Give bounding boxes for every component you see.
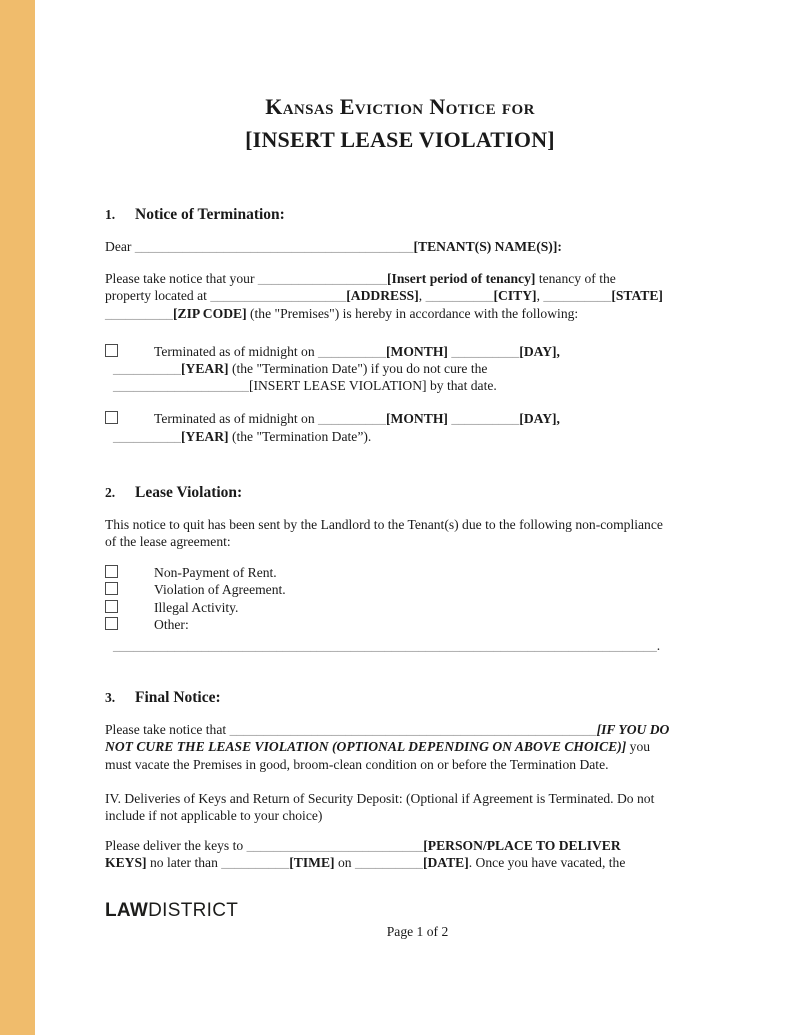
text-line: [105, 854, 765, 871]
text-segment: Terminated as of midnight on: [154, 411, 319, 427]
text-segment: [DATE]: [422, 855, 469, 871]
text-segment: tenancy of the: [535, 271, 616, 287]
text-line: [105, 790, 765, 807]
text-line: [105, 721, 765, 738]
page-footer: [35, 900, 800, 940]
blank-field: __________________________: [246, 838, 424, 854]
section-number: 3.: [105, 690, 116, 706]
blank-field: __________: [354, 855, 423, 871]
text-segment: on: [334, 855, 355, 871]
blank-field: __________: [105, 305, 173, 321]
section-number: 2.: [105, 484, 116, 500]
keys-intro-paragraph: [105, 790, 765, 824]
text-segment: IV. Deliveries of Keys and Return of Security Deposit: (Optional if Agreement is Terminated. Do not: [105, 790, 655, 806]
text-line: [105, 343, 765, 360]
blank-field: ___________________: [257, 271, 388, 287]
text-segment: (the "Termination Date") if you do not cure the: [228, 361, 488, 377]
blank-field: __________: [451, 411, 520, 427]
checkbox[interactable]: [105, 600, 118, 613]
other-blank-line: [105, 637, 765, 654]
text-segment: [YEAR]: [180, 428, 229, 444]
text-segment: [STATE]: [611, 288, 663, 304]
text-segment: Non-Payment of Rent.: [154, 565, 277, 581]
text-segment: of the lease agreement:: [105, 534, 231, 550]
section-heading-lease-violation: [105, 483, 765, 503]
text-segment: [YEAR]: [180, 361, 229, 377]
blank-field: __________: [451, 343, 520, 359]
text-line: [105, 516, 765, 533]
section-title: Final Notice:: [135, 689, 221, 707]
text-line: [105, 305, 765, 322]
blank-field: __________: [113, 428, 181, 444]
section-heading-notice-of-termination: [105, 205, 765, 225]
text-segment: [TIME]: [289, 855, 335, 871]
text-segment: [MONTH]: [386, 411, 448, 427]
text-line: [105, 533, 765, 550]
text-segment: Violation of Agreement.: [154, 582, 286, 598]
logo-district-text: DISTRICT: [148, 900, 239, 921]
lawdistrict-logo: [105, 900, 800, 921]
text-segment: ,: [418, 288, 426, 304]
blank-field: __________: [425, 288, 494, 304]
text-segment: Illegal Activity.: [154, 599, 239, 615]
section-heading-final-notice: [105, 688, 765, 708]
violation-checklist: [105, 564, 765, 633]
text-segment: [Insert period of tenancy]: [387, 271, 536, 287]
text-segment: [INSERT LEASE VIOLATION] by that date.: [248, 378, 497, 394]
text-line: [105, 564, 765, 581]
termination-option-1: [105, 343, 765, 395]
text-line: [105, 238, 765, 255]
text-segment: [PERSON/PLACE TO DELIVER: [423, 838, 621, 854]
logo-law-text: LAW: [105, 900, 149, 921]
text-line: [105, 360, 765, 377]
text-segment: property located at: [105, 288, 211, 304]
text-line: [105, 287, 765, 304]
text-line: [105, 270, 765, 287]
text-segment: include if not applicable to your choice): [105, 808, 323, 824]
text-segment: [IF YOU DO: [596, 722, 670, 738]
text-segment: no later than: [146, 855, 222, 871]
checkbox[interactable]: [105, 344, 118, 357]
blank-field: ____________________: [113, 378, 249, 394]
checkbox[interactable]: [105, 582, 118, 595]
tenancy-paragraph: [105, 270, 765, 322]
text-segment: [MONTH]: [386, 343, 448, 359]
blank-field: ______________________________________________________: [229, 722, 597, 738]
text-segment: [ZIP CODE]: [172, 305, 247, 321]
document-content: [105, 0, 765, 872]
checkbox[interactable]: [105, 411, 118, 424]
text-segment: . Once you have vacated, the: [468, 855, 626, 871]
section-title: Notice of Termination:: [135, 206, 285, 223]
blank-field: __________: [221, 855, 290, 871]
text-line: [105, 637, 765, 654]
checkbox[interactable]: [105, 565, 118, 578]
text-segment: .: [656, 638, 661, 654]
page-number: Page 1 of 2: [386, 924, 449, 939]
text-segment: Please take notice that: [105, 722, 230, 738]
document-title-line2: [INSERT LEASE VIOLATION]: [245, 127, 555, 152]
text-segment: you: [626, 739, 651, 755]
text-line: [105, 738, 765, 755]
text-line: [105, 807, 765, 824]
text-line: [105, 756, 765, 773]
left-accent-stripe: [0, 0, 35, 1035]
document-title: [60, 90, 740, 156]
blank-field: _________________________________________: [134, 239, 414, 254]
lease-violation-paragraph: [105, 516, 765, 550]
blank-field: ____________________: [210, 288, 347, 304]
text-segment: must vacate the Premises in good, broom-clean condition on or before the Termination Date.: [105, 756, 609, 772]
text-segment: ,: [536, 288, 544, 304]
document-title-line1: Kansas Eviction Notice for: [265, 94, 535, 119]
final-notice-paragraph: [105, 721, 765, 773]
blank-field: __________: [318, 343, 386, 359]
text-segment: Terminated as of midnight on: [154, 343, 319, 359]
text-segment: Please deliver the keys to: [105, 838, 247, 854]
blank-field: __________: [113, 361, 181, 377]
text-line: [105, 599, 765, 616]
text-segment: NOT CURE THE LEASE VIOLATION (OPTIONAL DEPENDING ON ABOVE CHOICE)]: [105, 739, 627, 755]
text-line: [105, 377, 765, 394]
text-segment: [DAY],: [519, 411, 560, 427]
text-line: [105, 428, 765, 445]
text-segment: Dear: [105, 239, 135, 254]
dear-line: [105, 238, 765, 255]
text-line: [105, 581, 765, 598]
blank-field: ________________________________________________________________________________: [113, 638, 657, 654]
text-segment: Please take notice that your: [105, 271, 258, 287]
termination-option-2: [105, 410, 765, 444]
section-number: 1.: [105, 207, 116, 222]
text-segment: [TENANT(S) NAME(S)]:: [413, 239, 562, 254]
text-segment: KEYS]: [105, 855, 147, 871]
text-segment: (the "Premises") is hereby in accordance with the following:: [246, 305, 579, 321]
text-line: [105, 837, 765, 854]
blank-field: __________: [543, 288, 612, 304]
text-segment: Other:: [154, 616, 189, 632]
text-line: [105, 616, 765, 633]
text-segment: [CITY]: [493, 288, 537, 304]
text-segment: (the "Termination Date”).: [228, 428, 372, 444]
text-line: [105, 410, 765, 427]
text-segment: [DAY],: [519, 343, 560, 359]
section-title: Lease Violation:: [135, 483, 243, 501]
blank-field: __________: [318, 411, 386, 427]
text-segment: [ADDRESS]: [346, 288, 419, 304]
keys-paragraph: [105, 837, 765, 871]
text-segment: This notice to quit has been sent by the Landlord to the Tenant(s) due to the following non-compliance: [105, 516, 663, 532]
checkbox[interactable]: [105, 617, 118, 630]
